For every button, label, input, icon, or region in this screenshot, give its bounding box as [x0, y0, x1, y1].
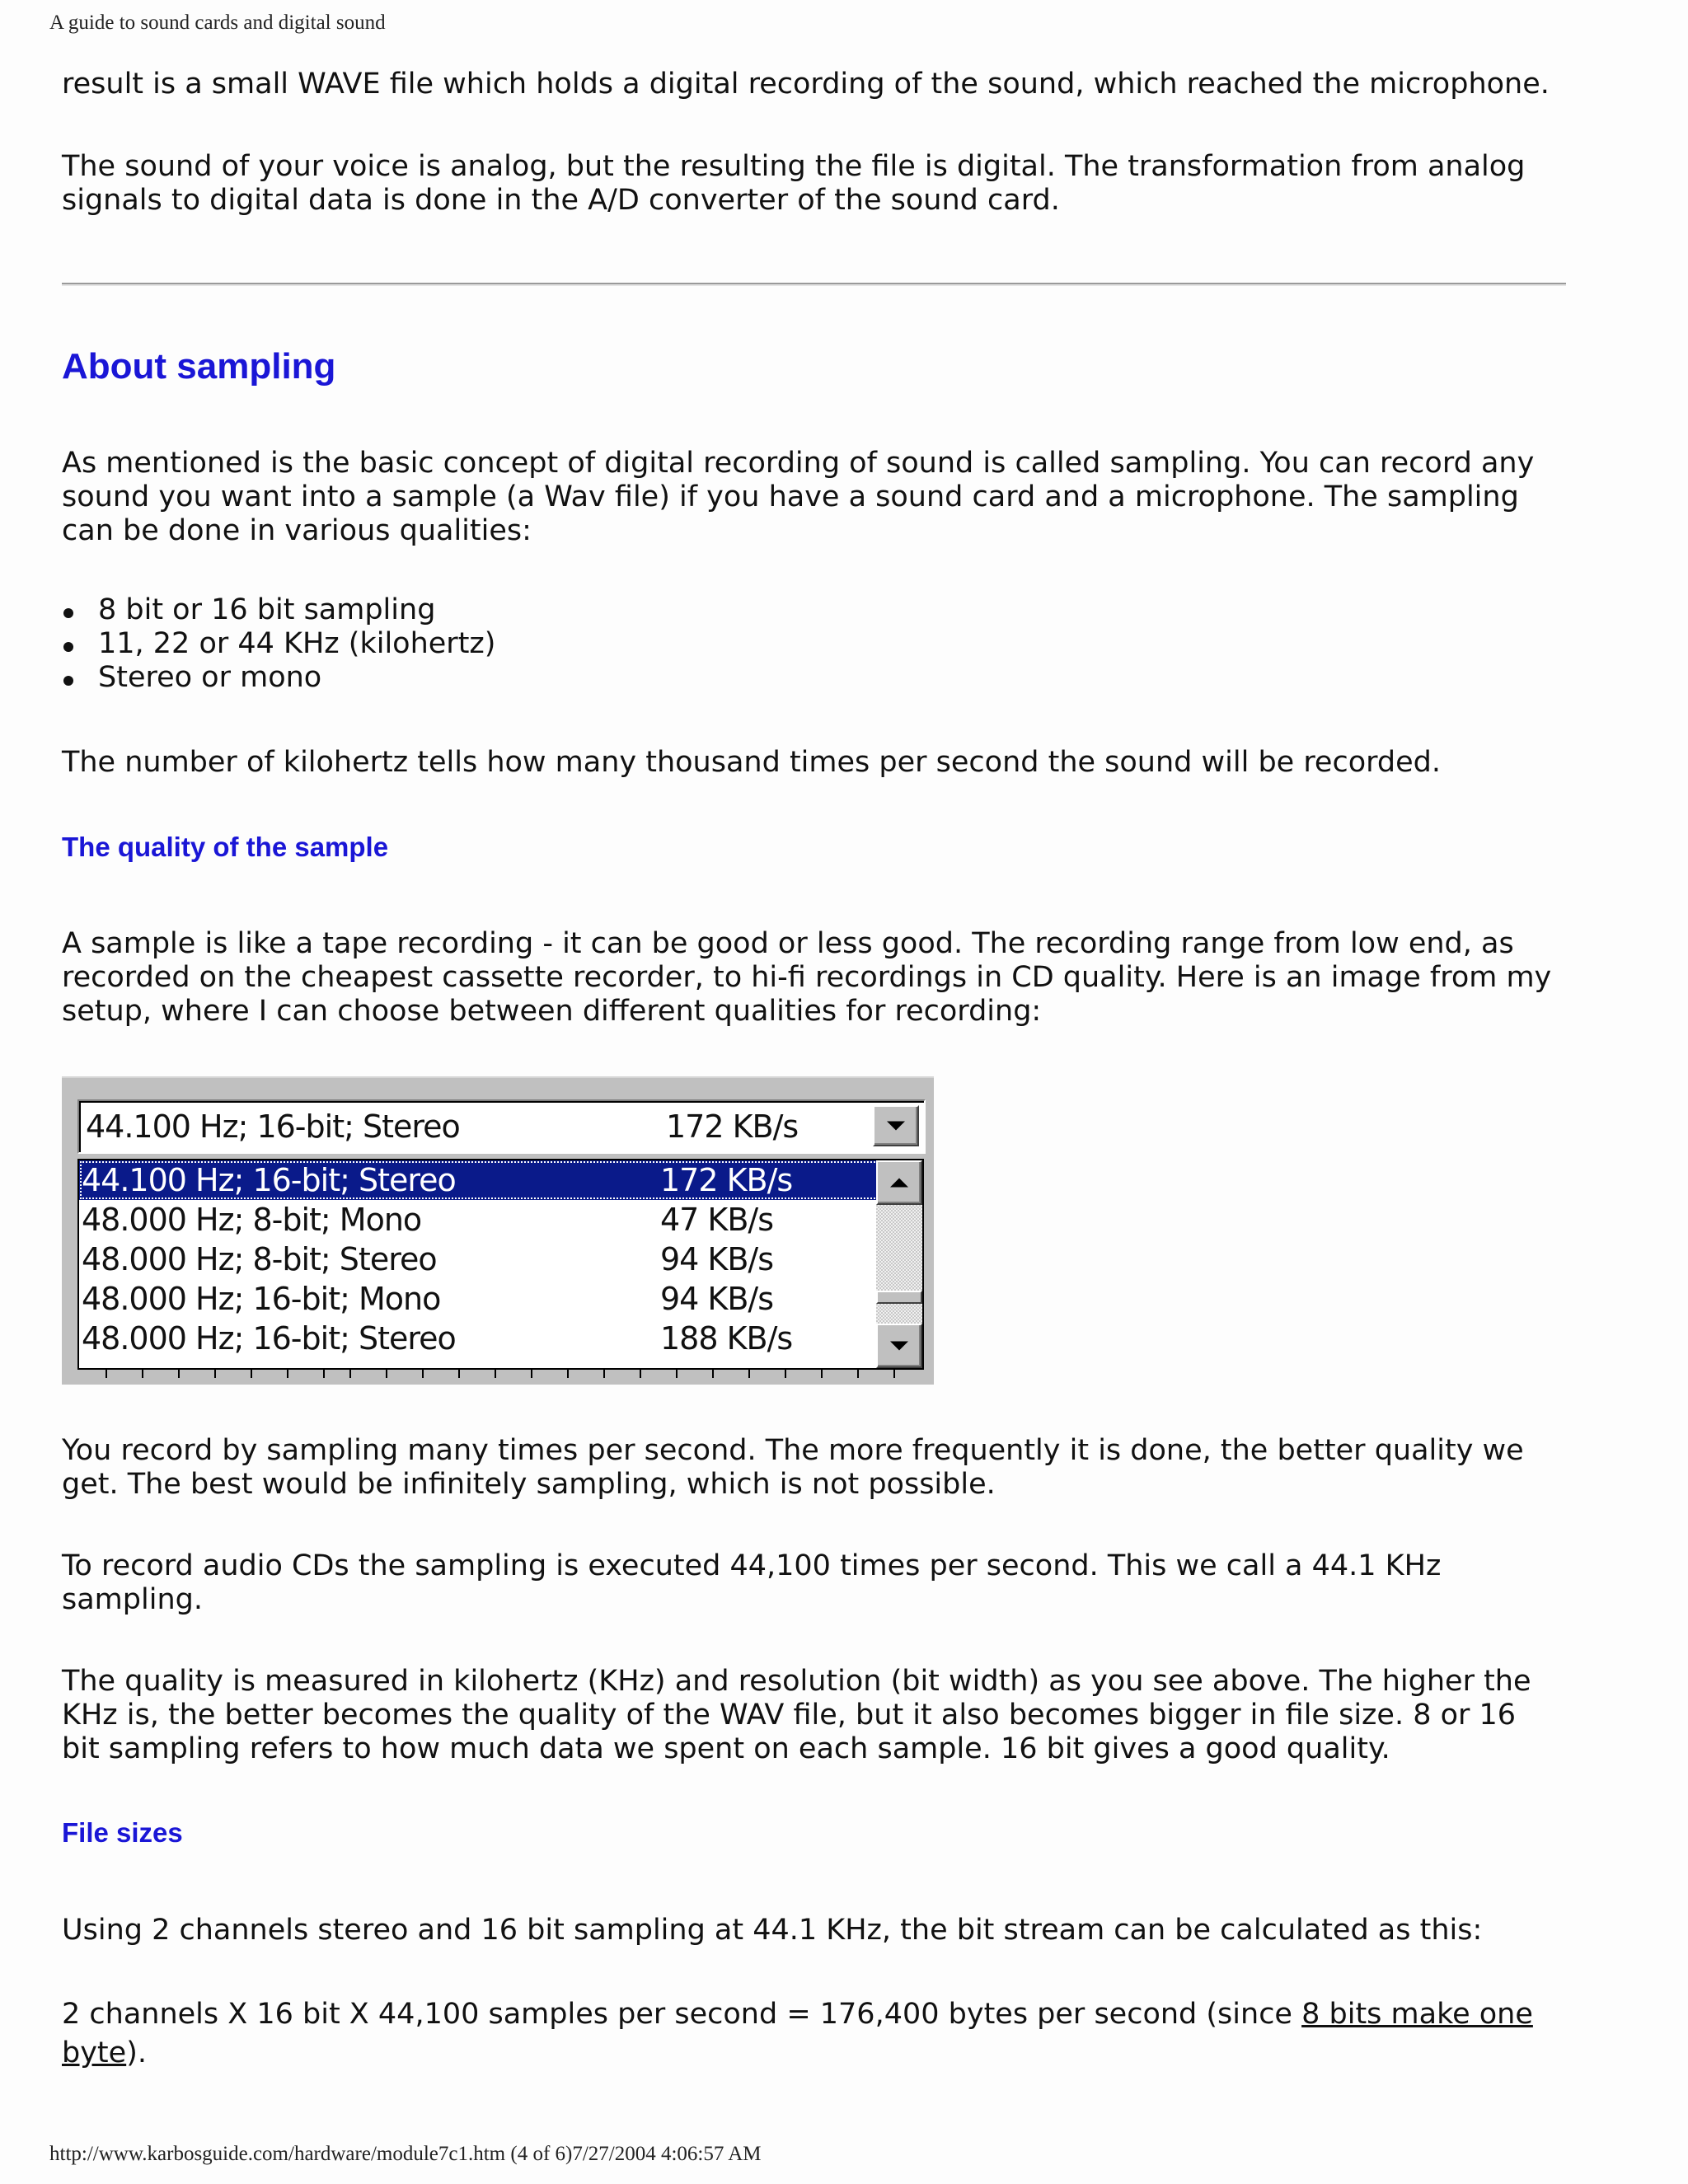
sampling-options-list	[62, 593, 495, 695]
option-row[interactable]	[79, 1240, 879, 1279]
option-rate: 94 KB/s	[660, 1241, 774, 1277]
quality-paragraph-3: To record audio CDs the sampling is executed 44,100 times per second. This we call a 44.1 KHz sampling.	[62, 1549, 1442, 1616]
option-format: 48.000 Hz; 8-bit; Stereo	[82, 1241, 437, 1277]
running-footer: http://www.karbosguide.com/hardware/module7c1.htm (4 of 6)7/27/2004 4:06:57 AM	[49, 2143, 762, 2165]
heading-about-sampling: About sampling	[62, 346, 336, 387]
option-format: 44.100 Hz; 16-bit; Stereo	[82, 1162, 456, 1198]
section-divider	[62, 283, 1566, 286]
combobox-format: 44.100 Hz; 16-bit; Stereo	[86, 1108, 460, 1145]
scrollbar-thumb[interactable]	[876, 1291, 922, 1304]
quality-options-list[interactable]	[77, 1159, 924, 1370]
file-sizes-paragraph-1: Using 2 channels stereo and 16 bit sampling at 44.1 KHz, the bit stream can be calculated as this:	[62, 1914, 1483, 1947]
list-item: 8 bit or 16 bit sampling	[62, 593, 495, 627]
option-row[interactable]	[79, 1319, 879, 1358]
intro-paragraph-1: result is a small WAVE file which holds a digital recording of the sound, which reached the microphone.	[62, 68, 1550, 101]
quality-paragraph-4: The quality is measured in kilohertz (KHz) and resolution (bit width) as you see above. The higher the KHz is, the better becomes the quality of the WAV file, but it also becomes bigger in file size. 8 or 16 bit sampling refers to how much data we spent on each sample. 16 bit gives a good quality.	[62, 1665, 1531, 1765]
option-row[interactable]	[79, 1200, 879, 1240]
scroll-down-button[interactable]	[876, 1324, 922, 1368]
option-rate: 94 KB/s	[660, 1281, 774, 1317]
option-format: 48.000 Hz; 16-bit; Stereo	[82, 1320, 456, 1357]
file-sizes-paragraph-2	[62, 1995, 1562, 2073]
option-row[interactable]	[79, 1279, 879, 1319]
running-header: A guide to sound cards and digital sound	[49, 12, 386, 34]
chevron-up-icon	[890, 1179, 908, 1188]
chevron-down-icon	[890, 1342, 908, 1351]
heading-quality: The quality of the sample	[62, 832, 389, 862]
chevron-down-icon	[887, 1122, 905, 1131]
sampling-paragraph-1: As mentioned is the basic concept of digital recording of sound is called sampling. You can record any sound you want into a sample (a Wav file) if you have a sound card and a microphone. The sampling can be done in various qualities:	[62, 447, 1535, 547]
list-item: Stereo or mono	[62, 661, 495, 695]
dropdown-button[interactable]	[873, 1105, 919, 1146]
option-format: 48.000 Hz; 16-bit; Mono	[82, 1281, 441, 1317]
calculation-tail: ).	[126, 2036, 147, 2069]
scroll-up-button[interactable]	[876, 1160, 922, 1205]
option-rate: 172 KB/s	[660, 1162, 793, 1198]
ruler-ticks	[77, 1368, 902, 1378]
option-row-selected[interactable]	[79, 1160, 879, 1200]
quality-paragraph-2: You record by sampling many times per second. The more frequently it is done, the better quality we get. The best would be infinitely sampling, which is not possible.	[62, 1434, 1524, 1501]
list-scrollbar[interactable]	[876, 1160, 922, 1368]
sampling-paragraph-2: The number of kilohertz tells how many thousand times per second the sound will be recorded.	[62, 746, 1441, 779]
calculation-text: 2 channels X 16 bit X 44,100 samples per second = 176,400 bytes per second (since	[62, 1998, 1302, 2031]
intro-paragraph-2: The sound of your voice is analog, but the resulting the file is digital. The transformation from analog signals to digital data is done in the A/D converter of the sound card.	[62, 150, 1526, 217]
option-rate: 188 KB/s	[660, 1320, 793, 1357]
option-rate: 47 KB/s	[660, 1202, 774, 1238]
quality-paragraph-1: A sample is like a tape recording - it can be good or less good. The recording range from low end, as recorded on the cheapest cassette recorder, to hi-fi recordings in CD quality. Here is an image from my setup, where I can choose between different qualities for recording:	[62, 927, 1552, 1028]
quality-combobox[interactable]	[77, 1099, 926, 1154]
option-format: 48.000 Hz; 8-bit; Mono	[82, 1202, 422, 1238]
recording-quality-screenshot	[62, 1076, 934, 1385]
bits-per-byte-link[interactable]: 8 bits make one byte	[62, 1998, 1533, 2069]
list-item: 11, 22 or 44 KHz (kilohertz)	[62, 627, 495, 661]
combobox-rate: 172 KB/s	[666, 1108, 799, 1145]
heading-file-sizes: File sizes	[62, 1817, 183, 1848]
